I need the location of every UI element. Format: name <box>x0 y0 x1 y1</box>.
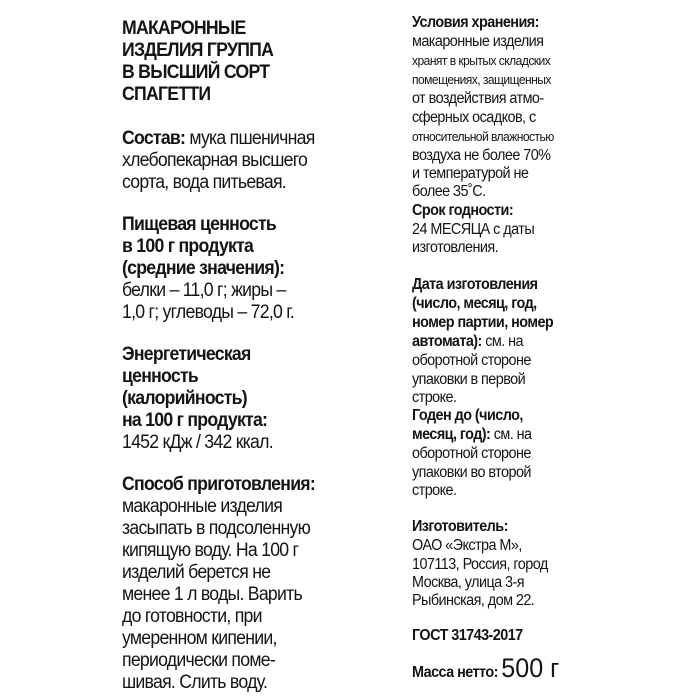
manufacturer-line-4: Рыбинская, дом 22. <box>412 592 535 609</box>
storage-line-1: макаронные изделия <box>412 33 544 50</box>
manufacture-date-line-6: упаковки в первой <box>412 371 526 388</box>
manufacture-date-see: см. на <box>485 333 523 350</box>
manufacturer-line-3: Москва, улица 3-я <box>412 574 525 591</box>
expiry-line-5: строке. <box>412 482 457 499</box>
preparation-line-7: умеренном кипении, <box>122 628 277 649</box>
preparation-line-6: до готовности, при <box>122 606 262 627</box>
composition-text: мука пшеничная <box>189 128 315 149</box>
nutrition-line-1: белки – 11,0 г; жиры – <box>122 280 286 301</box>
preparation-line-3: кипящую воду. На 100 г <box>122 540 299 561</box>
product-title-line-2: ИЗДЕЛИЯ ГРУППА <box>122 40 274 61</box>
expiry-heading-1: Годен до (число, <box>412 407 523 424</box>
manufacturer-line-2: 107113, Россия, город <box>412 556 548 573</box>
preparation-line-9: шивая. Слить воду. <box>122 672 268 693</box>
storage-line-7: воздуха не более 70% <box>412 147 551 164</box>
expiry-line-4: упаковки во второй <box>412 464 531 481</box>
shelf-life-heading: Срок годности: <box>412 202 514 219</box>
storage-line-6: относительной влажностью <box>412 129 554 144</box>
manufacture-date-heading-1: Дата изготовления <box>412 276 538 293</box>
energy-heading-2: ценность <box>122 366 198 387</box>
manufacturer-line-1: ОАО «Экстра М», <box>412 537 522 554</box>
energy-heading-4: на 100 г продукта: <box>122 410 268 431</box>
nutrition-heading-1: Пищевая ценность <box>122 214 277 235</box>
preparation-line-4: изделий берется не <box>122 562 271 583</box>
manufacture-date-line-4 <box>412 334 566 350</box>
storage-line-3: помещениях, защищенных <box>412 72 551 87</box>
preparation-line-5: менее 1 л воды. Варить <box>122 584 302 605</box>
composition-line-3: сорта, вода питьевая. <box>122 172 286 193</box>
expiry-see: см. на <box>493 426 532 443</box>
manufacture-date-heading-2: (число, месяц, год, <box>412 295 537 312</box>
preparation-line-1: макаронные изделия <box>122 496 283 517</box>
shelf-life-line-1: 24 МЕСЯЦА с даты <box>412 221 535 238</box>
storage-line-4: от воздействия атмо- <box>412 90 544 107</box>
preparation-heading: Способ приготовления: <box>122 474 316 495</box>
nutrition-heading-3: (средние значения): <box>122 258 285 279</box>
manufacture-date-heading-3: номер партии, номер <box>412 314 554 331</box>
composition-line-1 <box>122 128 315 149</box>
product-title-line-1: МАКАРОННЫЕ <box>122 18 246 39</box>
energy-heading-3: (калорийность) <box>122 388 247 409</box>
expiry-line-3: оборотной стороне <box>412 445 531 462</box>
gost-standard: ГОСТ 31743-2017 <box>412 627 523 644</box>
nutrition-line-2: 1,0 г; углеводы – 72,0 г. <box>122 302 294 323</box>
storage-line-2: хранят в крытых складских <box>412 53 551 68</box>
product-title-line-3: В ВЫСШИЙ СОРТ <box>122 62 270 83</box>
expiry-heading-2: месяц, год): <box>412 426 491 443</box>
storage-line-5: сферных осадков, с <box>412 109 536 126</box>
net-mass-value: 500 г <box>501 653 560 683</box>
storage-heading: Условия хранения: <box>412 14 539 31</box>
manufacture-date-heading-4: автомата): <box>412 333 482 350</box>
shelf-life-line-2: изготовления. <box>412 239 499 256</box>
manufacturer-heading: Изготовитель: <box>412 518 508 535</box>
storage-line-9: более 35˚С. <box>412 183 486 200</box>
composition-label: Состав: <box>122 128 186 149</box>
nutrition-heading-2: в 100 г продукта <box>122 236 254 257</box>
expiry-line-2 <box>412 427 566 443</box>
energy-value: 1452 кДж / 342 ккал. <box>122 432 273 453</box>
product-title-line-4: СПАГЕТТИ <box>122 84 211 105</box>
preparation-line-8: периодически поме- <box>122 650 275 671</box>
net-mass-label: Масса нетто: <box>412 664 498 681</box>
preparation-line-2: засыпать в подсоленную <box>122 518 311 539</box>
manufacture-date-line-5: оборотной стороне <box>412 352 531 369</box>
net-mass <box>412 655 566 682</box>
storage-line-8: и температурой не <box>412 165 529 182</box>
manufacture-date-line-7: строке. <box>412 389 457 406</box>
energy-heading-1: Энергетическая <box>122 344 251 365</box>
composition-line-2: хлебопекарная высшего <box>122 150 308 171</box>
